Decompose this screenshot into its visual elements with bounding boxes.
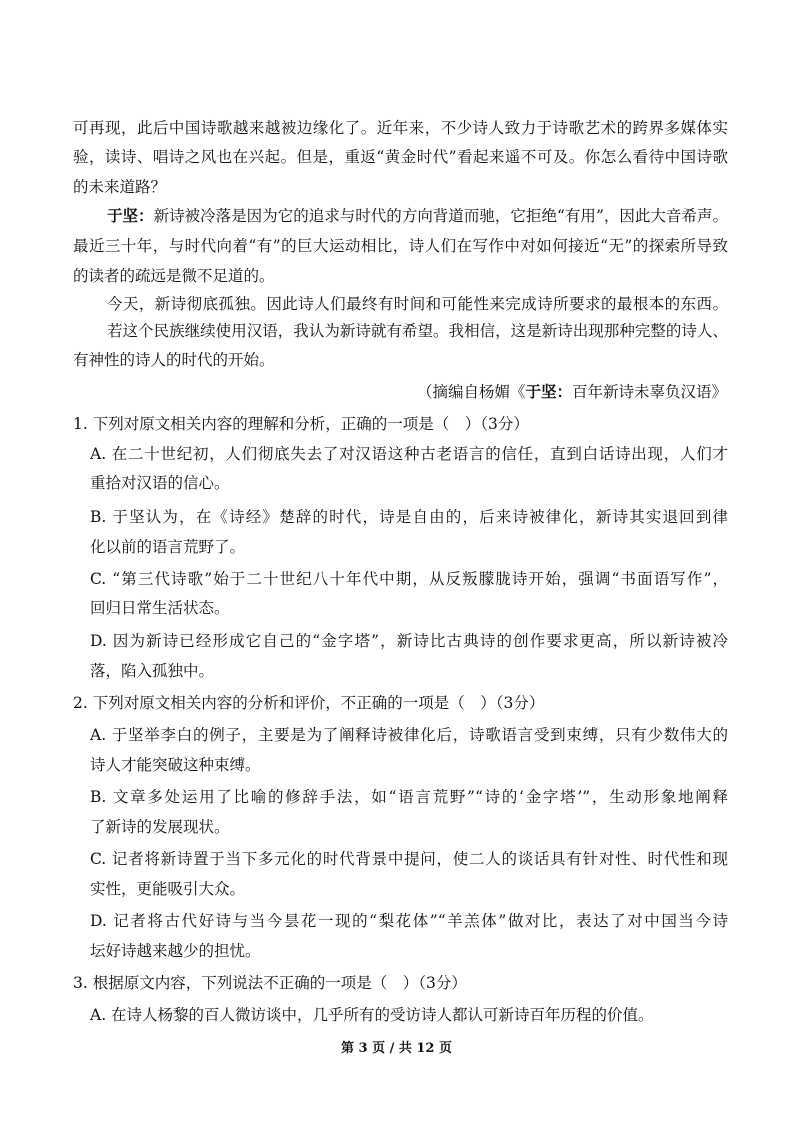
answer-line bbox=[107, 206, 728, 226]
source-citation bbox=[417, 382, 727, 402]
option-b: B. 于坚认为，在《诗经》楚辞的时代，诗是自由的，后来诗被律化，新诗其实退回到律 bbox=[90, 508, 728, 526]
option-a-cont: 重拾对汉语的信心。 bbox=[90, 474, 230, 492]
passage-line: 验，读诗、唱诗之风也在兴起。但是，重返“黄金时代”看起来遥不可及。你怎么看待中国诗歌 bbox=[73, 148, 728, 166]
passage-line: 的未来道路？ bbox=[73, 178, 167, 196]
question-stem: 1. 下列对原文相关内容的理解和分析，正确的一项是（ ）（3分） bbox=[73, 415, 529, 433]
option-d-cont: 落，陷入孤独中。 bbox=[90, 662, 215, 680]
option-a: A. 在二十世纪初，人们彻底失去了对汉语这种古老语言的信任，直到白话诗出现，人们才 bbox=[90, 445, 728, 463]
page-footer: 第 3 页 / 共 12 页 bbox=[340, 1041, 453, 1056]
source-suffix: 百年新诗未辜负汉语》 bbox=[571, 383, 727, 401]
option-b: B. 文章多处运用了比喻的修辞手法，如“语言荒野”“诗的‘金字塔’”，生动形象地阐释 bbox=[90, 788, 728, 806]
answer-text: 新诗被冷落是因为它的追求与时代的方向背道而驰，它拒绝“有用”，因此大音希声。 bbox=[153, 207, 728, 225]
option-d: D. 记者将古代好诗与当今昙花一现的“梨花体”“羊羔体”做对比，表达了对中国当今诗 bbox=[90, 912, 728, 930]
option-d: D. 因为新诗已经形成它自己的“金字塔”，新诗比古典诗的创作要求更高，所以新诗被冷 bbox=[90, 632, 728, 650]
option-a: A. 于坚举李白的例子，主要是为了阐释诗被律化后，诗歌语言受到束缚，只有少数伟大的 bbox=[90, 726, 728, 744]
option-b-cont: 了新诗的发展现状。 bbox=[90, 818, 230, 836]
answer-line: 若这个民族继续使用汉语，我认为新诗就有希望。我相信，这是新诗出现那种完整的诗人、 bbox=[107, 322, 728, 340]
option-c-cont: 回归日常生活状态。 bbox=[90, 599, 230, 617]
option-c: C. “第三代诗歌”始于二十世纪八十年代中期，从反叛朦胧诗开始，强调“书面语写作”， bbox=[90, 570, 728, 588]
question-stem: 2. 下列对原文相关内容的分析和评价，不正确的一项是（ ）（3分） bbox=[73, 694, 545, 712]
option-c: C. 记者将新诗置于当下多元化的时代背景中提问，使二人的谈话具有针对性、时代性和现 bbox=[90, 850, 728, 868]
speaker-name: 于坚： bbox=[107, 206, 154, 225]
answer-line: 今天，新诗彻底孤独。因此诗人们最终有时间和可能性来完成诗所要求的最根本的东西。 bbox=[107, 295, 728, 313]
answer-line: 有神性的诗人的时代的开始。 bbox=[73, 351, 275, 369]
answer-line: 最近三十年，与时代向着“有”的巨大运动相比，诗人们在写作中对如何接近“无”的探索所导致 bbox=[73, 237, 728, 255]
option-c-cont: 实性，更能吸引大众。 bbox=[90, 880, 246, 898]
option-a-cont: 诗人才能突破这种束缚。 bbox=[90, 756, 261, 774]
source-bold: 于坚： bbox=[525, 382, 572, 401]
option-d-cont: 坛好诗越来越少的担忧。 bbox=[90, 942, 261, 960]
answer-line: 的读者的疏远是微不足道的。 bbox=[73, 267, 275, 285]
option-b-cont: 化以前的语言荒野了。 bbox=[90, 538, 246, 556]
option-a: A. 在诗人杨黎的百人微访谈中，几乎所有的受访诗人都认可新诗百年历程的价值。 bbox=[90, 1006, 654, 1024]
question-stem: 3. 根据原文内容，下列说法不正确的一项是（ ）（3分） bbox=[73, 974, 467, 992]
passage-line: 可再现，此后中国诗歌越来越被边缘化了。近年来，不少诗人致力于诗歌艺术的跨界多媒体实 bbox=[73, 119, 728, 137]
source-prefix: （摘编自杨媚《 bbox=[416, 383, 526, 401]
